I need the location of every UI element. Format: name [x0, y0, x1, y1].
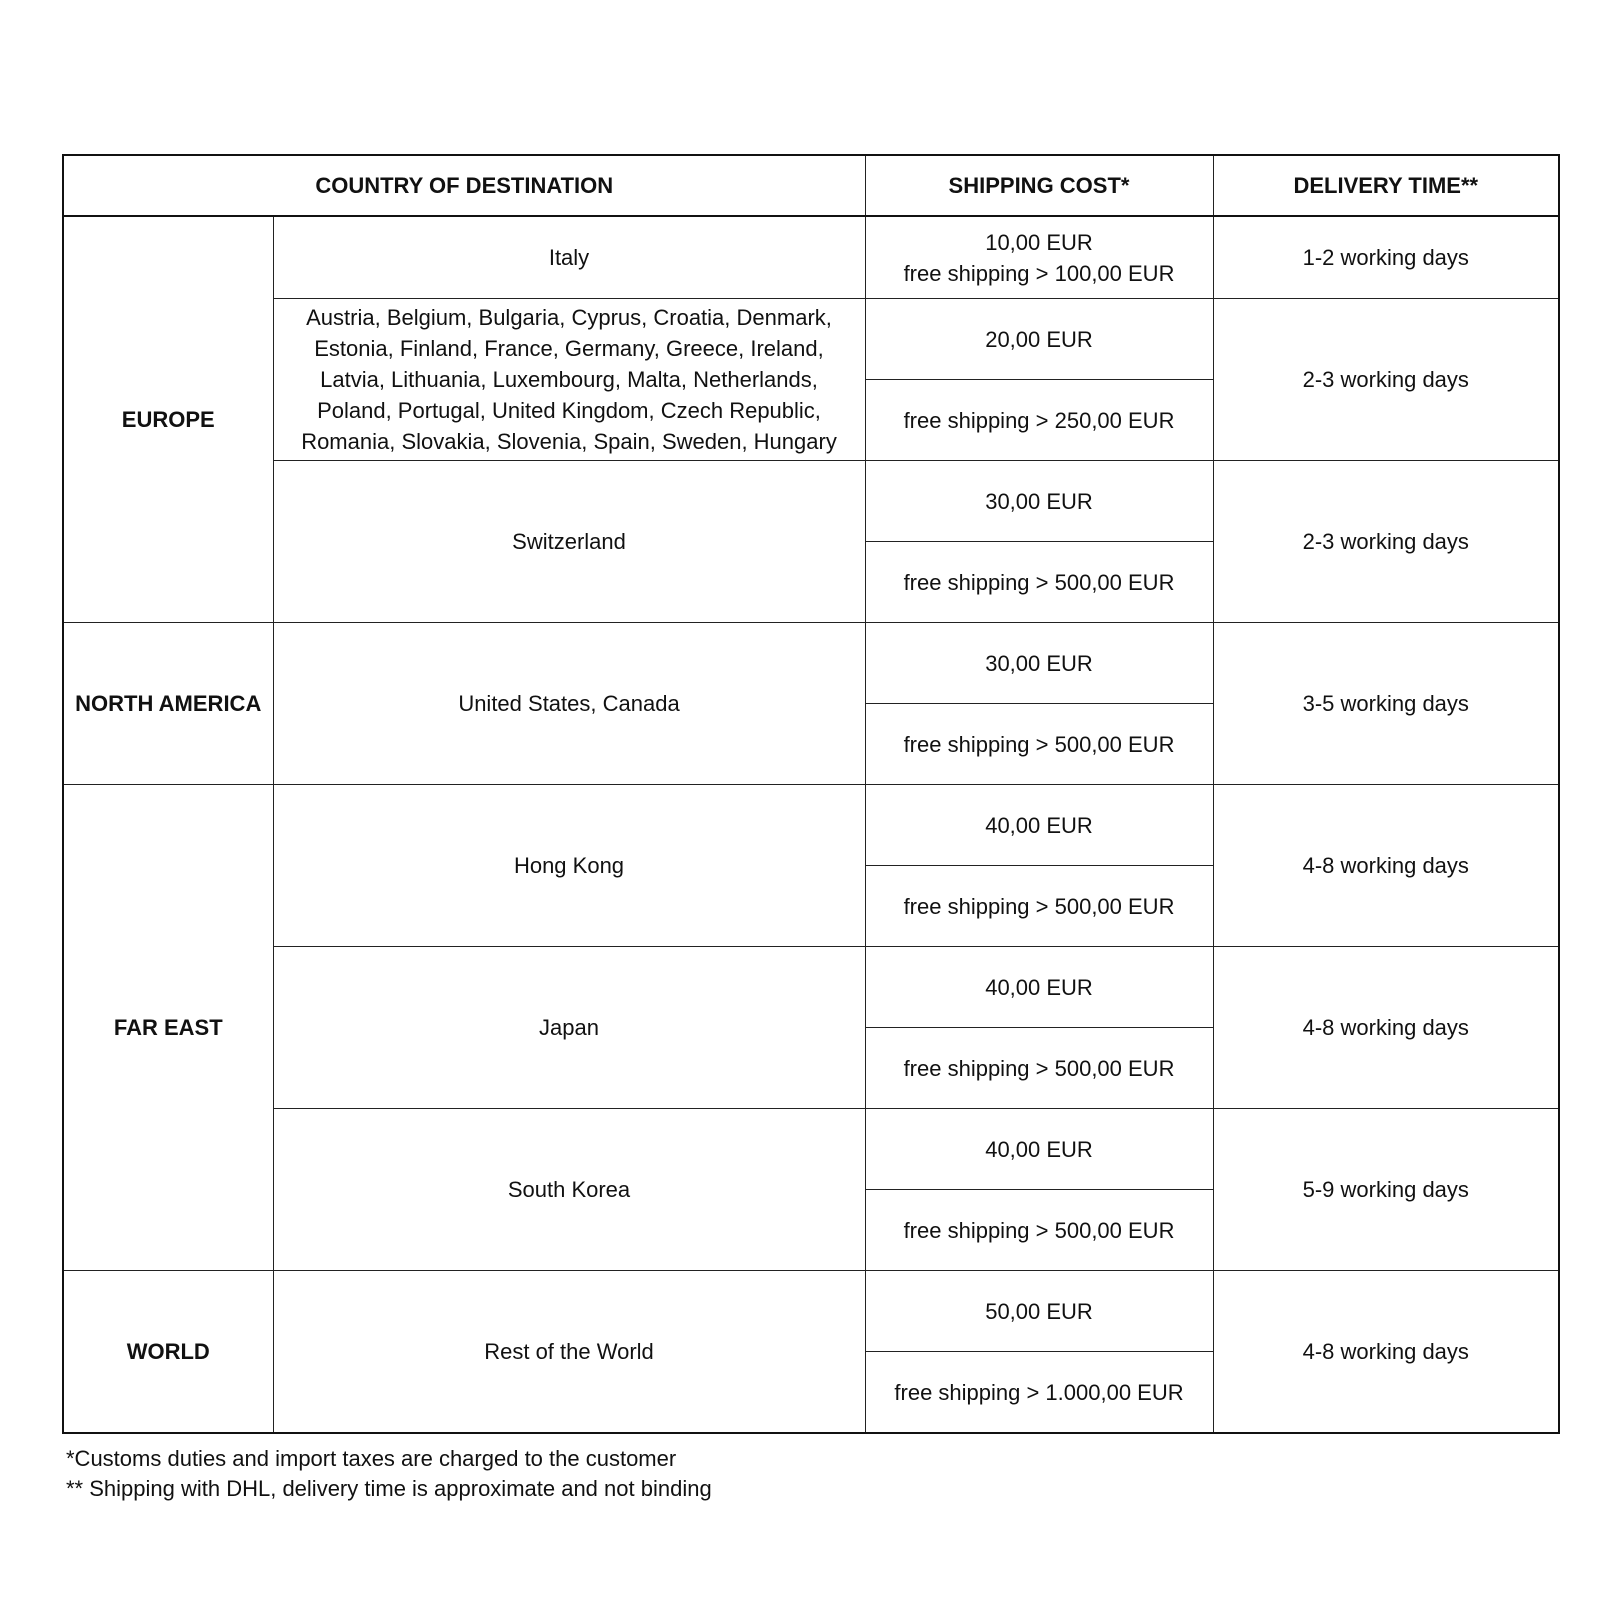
free-shipping-threshold: free shipping > 500,00 EUR: [865, 542, 1213, 623]
shipping-cost-cell: [865, 216, 1213, 299]
delivery-time-cell: 4-8 working days: [1213, 1271, 1559, 1434]
shipping-cost-value: 50,00 EUR: [865, 1271, 1213, 1352]
footnote-customs: *Customs duties and import taxes are charged to the customer: [66, 1446, 677, 1471]
header-delivery-time: DELIVERY TIME**: [1213, 155, 1559, 216]
shipping-cost-value: 20,00 EUR: [865, 299, 1213, 380]
country-cell-hong-kong: Hong Kong: [273, 785, 865, 947]
table-row: [63, 947, 1559, 1028]
country-cell-switzerland: Switzerland: [273, 461, 865, 623]
shipping-table-container: [62, 154, 1558, 1504]
shipping-cost-value: 40,00 EUR: [865, 1109, 1213, 1190]
free-shipping-threshold: free shipping > 500,00 EUR: [865, 1028, 1213, 1109]
free-shipping-threshold: free shipping > 500,00 EUR: [865, 704, 1213, 785]
footnotes: [62, 1444, 1558, 1504]
delivery-time-cell: 2-3 working days: [1213, 461, 1559, 623]
free-shipping-threshold: free shipping > 500,00 EUR: [865, 866, 1213, 947]
region-north-america: NORTH AMERICA: [63, 623, 273, 785]
table-row: [63, 216, 1559, 299]
country-cell-eu-countries: Austria, Belgium, Bulgaria, Cyprus, Croatia, Denmark, Estonia, Finland, France, Germany, Greece, Ireland, Latvia, Lithuania, Luxembourg, Malta, Netherlands, Poland, Portugal, United Kingdom, Czech Republic, Romania, Slovakia, Slovenia, Spain, Sweden, Hungary: [273, 299, 865, 461]
shipping-cost-value: 10,00 EUR: [985, 229, 1093, 255]
delivery-time-cell: 5-9 working days: [1213, 1109, 1559, 1271]
table-row: [63, 299, 1559, 380]
table-row: [63, 785, 1559, 866]
free-shipping-threshold: free shipping > 100,00 EUR: [903, 260, 1175, 286]
table-row: [63, 623, 1559, 704]
shipping-table: [62, 154, 1560, 1434]
delivery-time-cell: 3-5 working days: [1213, 623, 1559, 785]
free-shipping-threshold: free shipping > 1.000,00 EUR: [865, 1352, 1213, 1434]
header-country-of-destination: COUNTRY OF DESTINATION: [63, 155, 865, 216]
free-shipping-threshold: free shipping > 500,00 EUR: [865, 1190, 1213, 1271]
country-cell-usa-canada: United States, Canada: [273, 623, 865, 785]
shipping-cost-value: 30,00 EUR: [865, 623, 1213, 704]
shipping-cost-value: 40,00 EUR: [865, 785, 1213, 866]
country-cell-italy: Italy: [273, 216, 865, 299]
country-cell-rest-of-world: Rest of the World: [273, 1271, 865, 1434]
country-cell-south-korea: South Korea: [273, 1109, 865, 1271]
header-row: [63, 155, 1559, 216]
free-shipping-threshold: free shipping > 250,00 EUR: [865, 380, 1213, 461]
region-europe: EUROPE: [63, 216, 273, 623]
header-shipping-cost: SHIPPING COST*: [865, 155, 1213, 216]
region-world: WORLD: [63, 1271, 273, 1434]
region-far-east: FAR EAST: [63, 785, 273, 1271]
shipping-cost-value: 40,00 EUR: [865, 947, 1213, 1028]
delivery-time-cell: 1-2 working days: [1213, 216, 1559, 299]
footnote-dhl: ** Shipping with DHL, delivery time is approximate and not binding: [66, 1476, 712, 1501]
delivery-time-cell: 4-8 working days: [1213, 785, 1559, 947]
table-row: [63, 1271, 1559, 1352]
table-row: [63, 1109, 1559, 1190]
country-cell-japan: Japan: [273, 947, 865, 1109]
delivery-time-cell: 4-8 working days: [1213, 947, 1559, 1109]
shipping-cost-value: 30,00 EUR: [865, 461, 1213, 542]
table-row: [63, 461, 1559, 542]
delivery-time-cell: 2-3 working days: [1213, 299, 1559, 461]
